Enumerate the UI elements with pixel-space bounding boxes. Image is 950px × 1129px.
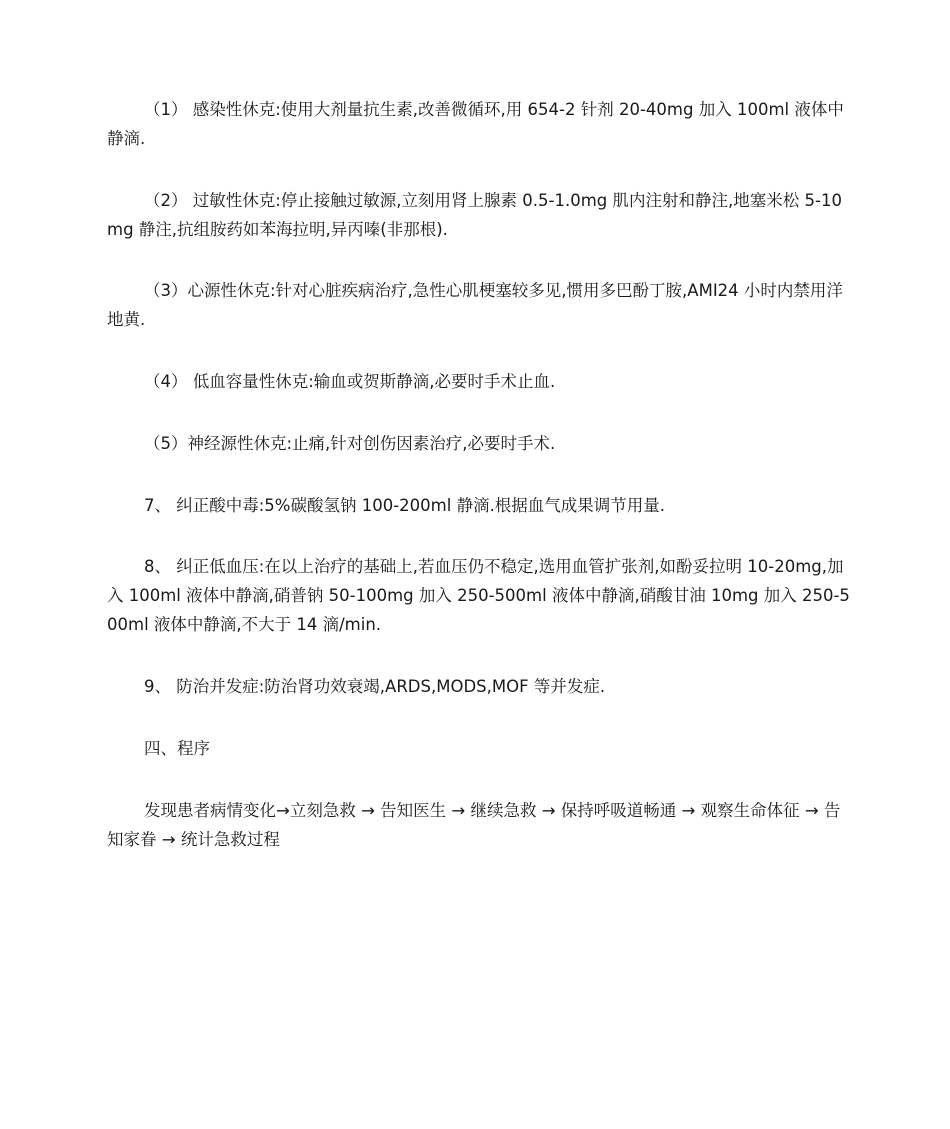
- paragraph-complication-prevention: 9、 防治并发症:防治肾功效衰竭,ARDS,MODS,MOF 等并发症.: [144, 677, 606, 696]
- paragraph-hypotension-correction: 8、 纠正低血压:在以上治疗的基础上,若血压仍不稳定,选用血管扩张剂,如酚妥拉明 10-20mg,加入 100ml 液体中静滴,硝普钠 50-100mg 加入 250-500ml 液体中静滴,硝酸甘油 10mg 加入 250-500ml 液体中静滴,不大于 14 滴/min.: [107, 557, 850, 634]
- paragraph-hypovolemic-shock: （4） 低血容量性休克:输血或贺斯静滴,必要时手术止血.: [144, 372, 556, 391]
- paragraph-cardiogenic-shock: （3）心源性休克:针对心脏疾病治疗,急性心肌梗塞较多见,惯用多巴酚丁胺,AMI24 小时内禁用洋地黄.: [107, 281, 843, 329]
- paragraph-septic-shock: （1） 感染性休克:使用大剂量抗生素,改善微循环,用 654-2 针剂 20-40mg 加入 100ml 液体中静滴.: [107, 100, 844, 148]
- paragraph-acidosis-correction: 7、 纠正酸中毒:5%碳酸氢钠 100-200ml 静滴.根据血气成果调节用量.: [144, 496, 666, 515]
- procedure-flow: 发现患者病情变化→立刻急救 → 告知医生 → 继续急救 → 保持呼吸道畅通 → 观察生命体征 → 告知家眷 → 统计急救过程: [107, 801, 841, 849]
- section-heading-procedure: 四、程序: [144, 739, 210, 758]
- paragraph-anaphylactic-shock: （2） 过敏性休克:停止接触过敏源,立刻用肾上腺素 0.5-1.0mg 肌内注射和静注,地塞米松 5-10mg 静注,抗组胺药如苯海拉明,异丙嗪(非那根).: [107, 191, 842, 239]
- paragraph-neurogenic-shock: （5）神经源性休克:止痛,针对创伤因素治疗,必要时手术.: [144, 434, 556, 453]
